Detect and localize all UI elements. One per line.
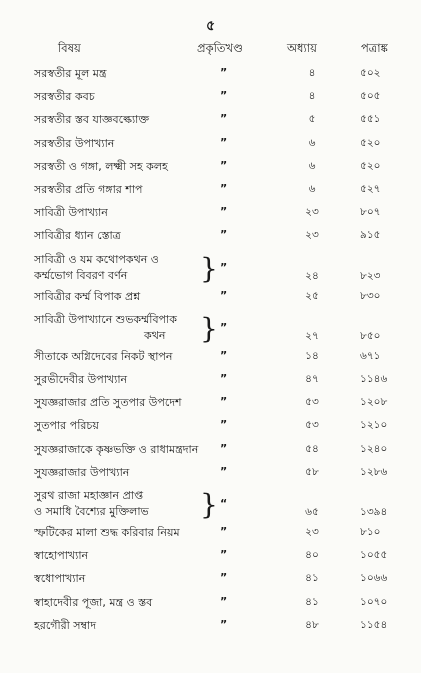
row-subject-line: সুযজ্ঞরাজার প্রতি সুতপার উপদেশ	[34, 396, 182, 410]
row-chapter: ৪৮	[305, 618, 319, 631]
row-khanda: ”	[220, 372, 228, 385]
table-row	[0, 349, 421, 372]
row-page: ১২০৮	[360, 396, 388, 409]
row-chapter: ৬	[308, 183, 316, 195]
row-page: ১০৬৬	[360, 572, 388, 585]
row-page: ১২৪০	[360, 442, 388, 455]
row-chapter: ২৩	[305, 206, 319, 219]
row-subject	[34, 159, 216, 175]
row-subject	[34, 205, 216, 221]
row-chapter: ২৪	[305, 269, 319, 282]
table-row	[0, 465, 421, 488]
row-chapter: ৫	[308, 113, 316, 126]
row-subject-line: সাবিত্রী ও যম কথোপকথন ও	[34, 252, 159, 266]
row-subject-line: ও সমাধি বৈশ্যের মুক্তিলাভ	[34, 505, 149, 518]
row-khanda: ”	[220, 182, 228, 195]
row-chapter: ৪০	[305, 549, 319, 562]
row-khanda: ”	[220, 112, 228, 126]
table-row	[0, 228, 421, 251]
row-subject	[34, 252, 216, 284]
row-subject-line: সরস্বতীর কবচ	[34, 90, 95, 104]
row-chapter: ২৩	[305, 526, 319, 538]
row-page: ৮৩০	[360, 289, 381, 302]
row-subject-line: স্বধোপাখ্যান	[34, 572, 86, 586]
row-page: ১১৫৪	[360, 618, 388, 631]
row-subject-line: স্বাহাদেবীর পূজা, মন্ত্র ও স্তব	[34, 595, 153, 609]
row-subject	[34, 136, 216, 152]
row-subject-line: সাবিত্রী উপাখ্যানে শুভকর্ম্মবিপাক	[34, 312, 177, 326]
row-chapter: ৪৭	[305, 373, 319, 385]
table-row	[0, 488, 421, 525]
row-page: ৫২০	[360, 159, 381, 172]
header-page: পত্রাঙ্ক	[361, 41, 388, 55]
table-row	[0, 136, 421, 159]
table-row	[0, 618, 421, 641]
row-chapter: ২৩	[305, 229, 319, 242]
row-subject	[34, 442, 216, 458]
row-page: ১৩৯৪	[360, 506, 388, 518]
row-page: ১১৪৬	[360, 373, 388, 385]
row-subject	[34, 618, 216, 634]
page-number: ৫	[205, 18, 216, 34]
row-khanda: ”	[220, 66, 228, 79]
row-subject-line: কথন	[144, 328, 166, 342]
row-subject-line: স্বাহোপাখ্যান	[34, 549, 89, 563]
row-subject	[34, 312, 216, 344]
row-subject	[34, 395, 216, 411]
row-subject	[34, 289, 216, 305]
table-row	[0, 525, 421, 548]
row-subject	[34, 488, 216, 520]
row-chapter: ৪১	[305, 572, 319, 585]
row-chapter: ৬	[308, 136, 316, 149]
row-chapter: ৫৩	[305, 419, 319, 432]
row-page: ১২১০	[360, 419, 388, 432]
row-page: ১২৮৬	[360, 465, 388, 478]
table-row	[0, 89, 421, 112]
row-khanda: ”	[220, 288, 228, 302]
row-subject-line: কর্ম্মভোগ বিবরণ বর্ণন	[34, 268, 128, 282]
row-subject-line: সীতাকে অগ্নিদেবের নিকট স্থাপন	[34, 349, 173, 363]
row-chapter: ৪	[308, 67, 316, 79]
table-header	[0, 40, 421, 58]
row-khanda: ”	[220, 158, 228, 172]
row-khanda: ”	[220, 205, 228, 219]
row-subject-line: সুযজ্ঞরাজার উপাখ্যান	[34, 465, 130, 479]
row-chapter: ৪	[308, 90, 316, 103]
row-page: ৫০৫	[360, 90, 381, 103]
brace-mark: }	[200, 251, 218, 285]
row-subject-line: সরস্বতীর উপাখ্যান	[34, 136, 115, 150]
row-chapter: ৫৩	[305, 396, 319, 409]
row-khanda: ”	[220, 418, 228, 432]
table-row	[0, 289, 421, 312]
row-khanda: ”	[220, 548, 228, 562]
table-row	[0, 112, 421, 135]
table-row	[0, 159, 421, 182]
row-chapter: ২৫	[305, 289, 319, 302]
row-page: ১০৫৫	[360, 549, 388, 562]
row-subject-line: সাবিত্রীর ধ্যান স্তোত্র	[34, 229, 121, 243]
row-subject	[34, 571, 216, 587]
row-khanda: ”	[220, 594, 228, 608]
row-subject-line: সরস্বতীর মূল মন্ত্র	[34, 67, 107, 80]
row-page: ১০৭০	[360, 595, 388, 608]
row-khanda: ”	[220, 464, 228, 478]
row-subject	[34, 66, 216, 82]
brace-mark: }	[200, 311, 218, 345]
row-khanda: ”	[220, 89, 228, 103]
row-khanda: ”	[220, 320, 228, 334]
table-row	[0, 205, 421, 228]
row-page: ৯১৫	[360, 229, 381, 242]
table-row	[0, 312, 421, 349]
row-subject	[34, 349, 216, 365]
row-subject-line: সুযজ্ঞরাজাকে কৃষ্ণভক্তি ও রাধামন্ত্রদান	[34, 442, 199, 456]
header-subject: বিষয়	[58, 41, 81, 55]
row-subject-line: সুরথ রাজা মহাজ্ঞান প্রাপ্ত	[34, 489, 144, 502]
row-chapter: ৫৪	[305, 442, 319, 455]
row-khanda: ”	[220, 441, 228, 455]
row-subject	[34, 548, 216, 564]
header-khanda: প্রকৃতিখণ্ড	[197, 41, 243, 55]
row-subject-line: স্ফটিকের মালা শুদ্ধ করিবার নিয়ম	[34, 526, 180, 539]
row-chapter: ৬৫	[305, 506, 319, 518]
row-subject	[34, 525, 216, 541]
row-khanda: ”	[220, 617, 228, 631]
table-row	[0, 571, 421, 594]
table-row	[0, 395, 421, 418]
row-page: ৫২৭	[360, 183, 381, 195]
row-subject	[34, 418, 216, 434]
table-row	[0, 182, 421, 205]
row-page: ৮৫০	[360, 329, 381, 342]
row-page: ৫০২	[360, 67, 381, 79]
row-page: ৬৭১	[360, 349, 381, 362]
row-subject	[34, 112, 216, 128]
row-subject	[34, 595, 216, 611]
row-subject-line: সাবিত্রী উপাখ্যান	[34, 206, 108, 220]
row-chapter: ৬	[308, 159, 316, 172]
table-row	[0, 442, 421, 465]
row-khanda: ”	[220, 395, 228, 409]
row-subject-line: সরস্বতীর প্রতি গঙ্গার শাপ	[34, 183, 143, 196]
row-khanda: ”	[220, 525, 228, 538]
header-chapter: অধ্যায়	[287, 41, 317, 55]
row-page: ৮১০	[360, 526, 381, 538]
table-row	[0, 66, 421, 89]
row-khanda: ”	[220, 260, 228, 274]
table-row	[0, 252, 421, 289]
row-subject	[34, 465, 216, 481]
row-subject-line: সুতপার পরিচয়	[34, 419, 99, 433]
table-row	[0, 418, 421, 441]
row-khanda: ”	[220, 135, 228, 149]
row-subject-line: হরগৌরী সম্বাদ	[34, 618, 97, 632]
row-subject	[34, 228, 216, 244]
row-chapter: ১৪	[305, 349, 319, 362]
row-subject	[34, 182, 216, 198]
row-khanda: ”	[220, 228, 228, 242]
row-chapter: ৫৮	[305, 465, 319, 478]
row-subject-line: সরস্বতী ও গঙ্গা, লক্ষ্মী সহ কলহ	[34, 159, 168, 173]
row-subject-line: সরস্বতীর স্তব যাজ্ঞবল্ক্যোক্ত	[34, 113, 150, 127]
table-row	[0, 372, 421, 395]
row-subject-line: সাবিত্রীর কর্ম্ম বিপাক প্রশ্ন	[34, 289, 141, 303]
row-khanda: ”	[220, 571, 228, 585]
table-row	[0, 595, 421, 618]
row-page: ৫২০	[360, 136, 381, 149]
brace-mark: }	[200, 488, 218, 521]
row-chapter: ২৭	[305, 329, 319, 342]
row-khanda: ”	[220, 348, 228, 362]
table-row	[0, 548, 421, 571]
row-page: ৮০৭	[360, 206, 381, 219]
row-chapter: ৪১	[305, 595, 319, 608]
row-subject-line: সুরভীদেবীর উপাখ্যান	[34, 373, 128, 386]
row-page: ৮২৩	[360, 269, 381, 282]
row-subject	[34, 372, 216, 388]
row-khanda: “	[220, 497, 228, 510]
row-page: ৫৫১	[360, 113, 381, 126]
row-subject	[34, 89, 216, 105]
